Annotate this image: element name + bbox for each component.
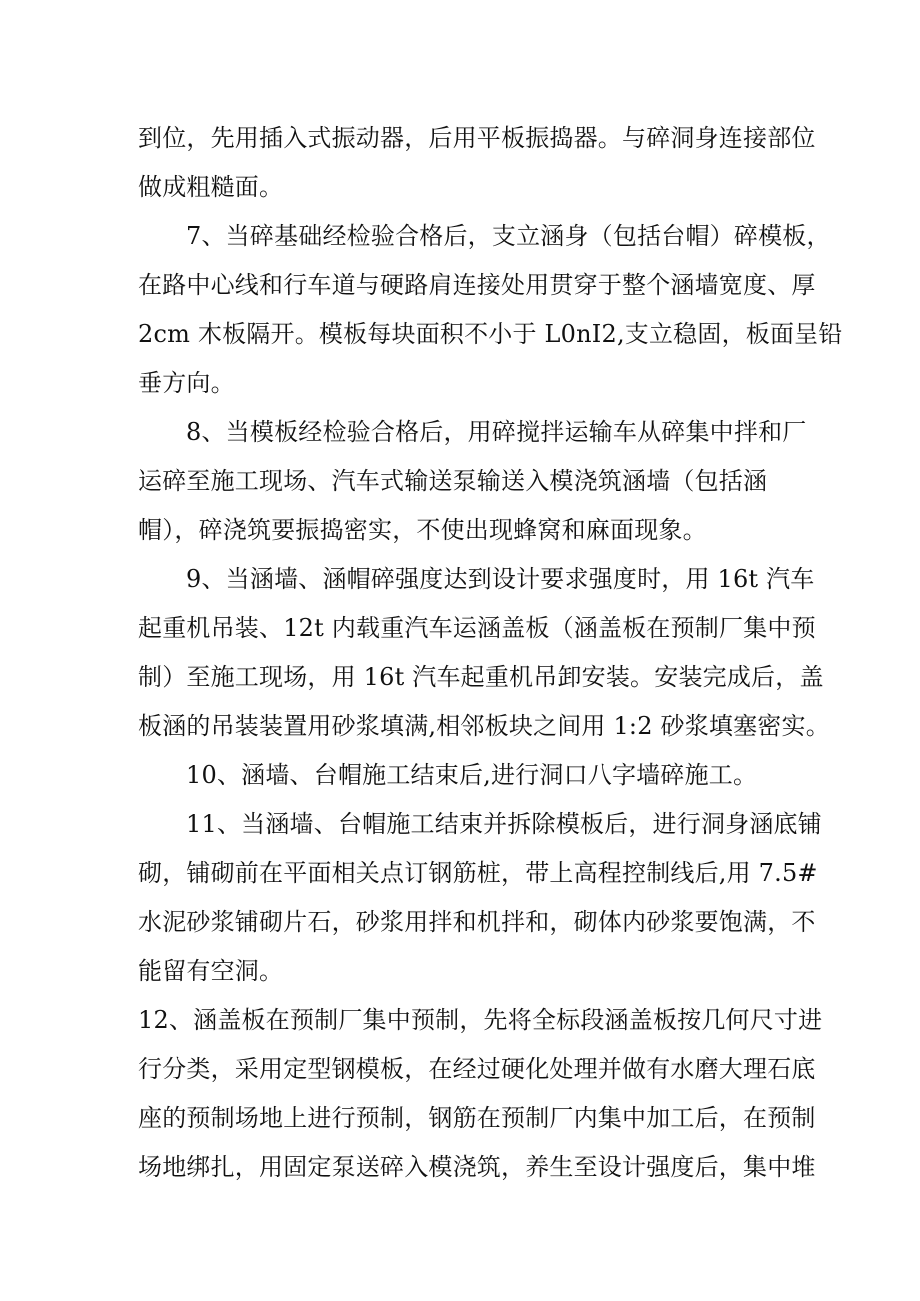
text-line: 起重机吊装、12t 内载重汽车运涵盖板（涵盖板在预制厂集中预 [138,614,816,642]
paragraph-9-start: 9、当涵墙、涵帽碎强度达到设计要求强度时，用 16t 汽车 [186,565,815,593]
paragraph-10: 10、涵墙、台帽施工结束后,进行洞口八字墙碎施工。 [186,761,758,789]
text-line: 能留有空洞。 [138,957,284,985]
text-line: 板涵的吊装装置用砂浆填满,相邻板块之间用 1:2 砂浆填塞密实。 [138,712,830,740]
text-line: 运碎至施工现场、汽车式输送泵输送入模浇筑涵墙（包括涵 [138,467,768,495]
text-line: 到位，先用插入式振动器，后用平板振捣器。与碎洞身连接部位 [138,124,816,152]
paragraph-11-start: 11、当涵墙、台帽施工结束并拆除模板后，进行洞身涵底铺 [186,810,822,838]
text-line: 在路中心线和行车道与硬路肩连接处用贯穿于整个涵墙宽度、厚 [138,271,816,299]
paragraph-7-start: 7、当碎基础经检验合格后，支立涵身（包括台帽）碎模板， [186,222,831,250]
text-line: 做成粗糙面。 [138,173,284,201]
text-line: 帽），碎浇筑要振捣密实，不使出现蜂窝和麻面现象。 [138,516,707,544]
text-line: 砌，铺砌前在平面相关点订钢筋桩，带上高程控制线后,用 7.5# [138,859,818,887]
text-line: 制）至施工现场，用 16t 汽车起重机吊卸安装。安装完成后，盖 [138,663,824,691]
text-line: 水泥砂浆铺砌片石，砂浆用拌和机拌和，砌体内砂浆要饱满，不 [138,908,816,936]
text-line: 垂方向。 [138,369,235,397]
paragraph-12-start: 12、涵盖板在预制厂集中预制，先将全标段涵盖板按几何尺寸进 [138,1006,823,1034]
text-line: 座的预制场地上进行预制，钢筋在预制厂内集中加工后，在预制 [138,1104,816,1132]
text-line: 2cm 木板隔开。模板每块面积不小于 L0nI2,支立稳固，板面呈铅 [138,320,843,348]
paragraph-8-start: 8、当模板经检验合格后，用碎搅拌运输车从碎集中拌和厂 [186,418,807,446]
text-line: 场地绑扎，用固定泵送碎入模浇筑，养生至设计强度后，集中堆 [138,1153,816,1181]
text-line: 行分类，采用定型钢模板，在经过硬化处理并做有水磨大理石底 [138,1055,816,1083]
